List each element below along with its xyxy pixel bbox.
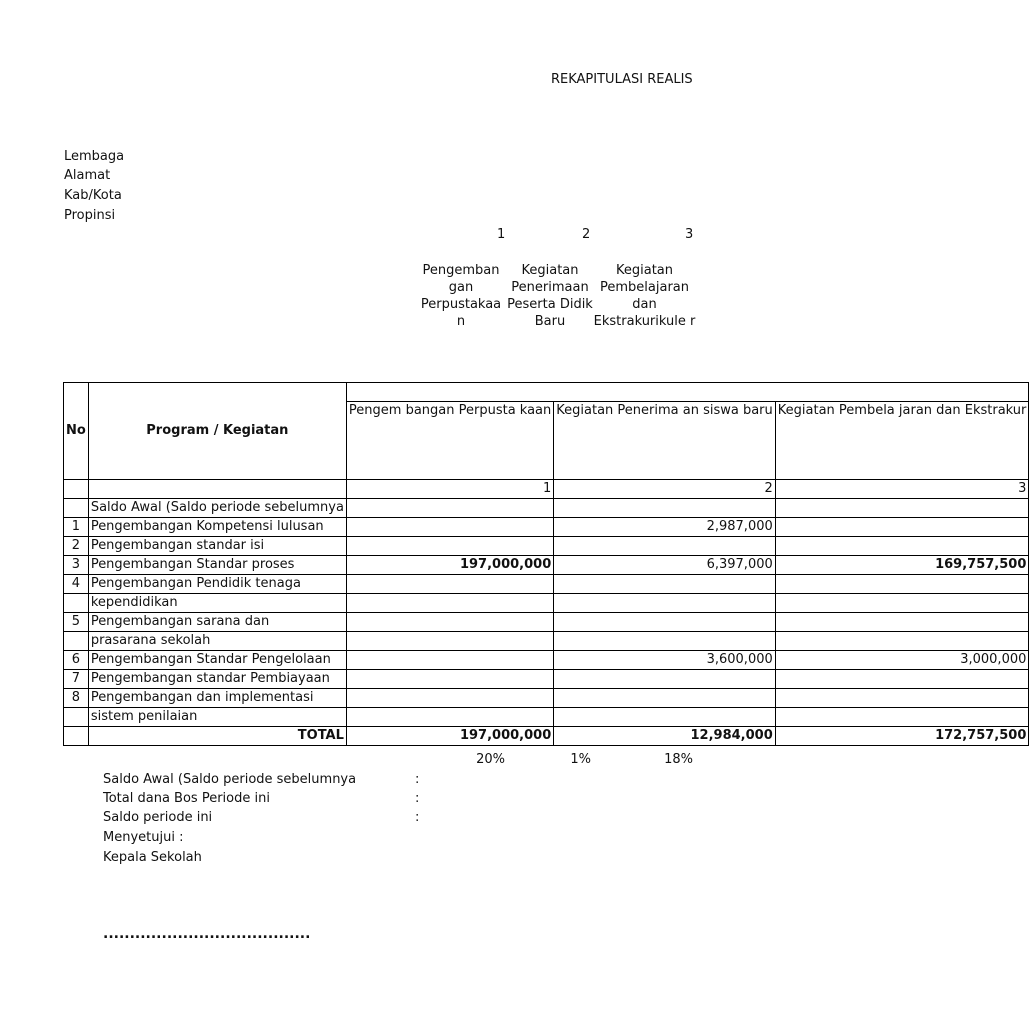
header-group-blank: [346, 383, 1028, 402]
column-number-1: 1: [497, 227, 506, 242]
row-value-1: [346, 613, 553, 632]
total-value-2: 12,984,000: [554, 727, 776, 746]
sub-number-blank: [88, 480, 346, 499]
row-label: Pengembangan standar Pembiayaan: [88, 670, 346, 689]
footer-colon-3: :: [415, 810, 420, 825]
table-row: [64, 556, 1029, 575]
row-label: Saldo Awal (Saldo periode sebelumnya: [88, 499, 346, 518]
row-value-1: [346, 594, 553, 613]
row-no: [64, 594, 89, 613]
table-row: [64, 537, 1029, 556]
sub-header-penerimaan: Kegiatan Penerima an siswa baru: [554, 402, 776, 480]
row-no: 2: [64, 537, 89, 556]
table-row: [64, 689, 1029, 708]
row-label: Pengembangan Standar proses: [88, 556, 346, 575]
row-no: [64, 499, 89, 518]
sub-header-pembelajaran: Kegiatan Pembela jaran dan Ekstrakur: [775, 402, 1029, 480]
realization-table: [63, 382, 1029, 746]
row-label: Pengembangan Pendidik tenaga: [88, 575, 346, 594]
row-label: prasarana sekolah: [88, 632, 346, 651]
row-value-3: 169,757,500: [775, 556, 1029, 575]
row-label: kependidikan: [88, 594, 346, 613]
table-row: [64, 499, 1029, 518]
row-value-2: [554, 537, 776, 556]
label-alamat: Alamat: [64, 168, 111, 183]
row-no: [64, 632, 89, 651]
total-value-1: 197,000,000: [346, 727, 553, 746]
table-row: [64, 594, 1029, 613]
row-label: Pengembangan Standar Pengelolaan: [88, 651, 346, 670]
table-row: [64, 518, 1029, 537]
row-value-1: [346, 632, 553, 651]
row-no: 3: [64, 556, 89, 575]
footer-saldo-awal: Saldo Awal (Saldo periode sebelumnya: [103, 772, 357, 787]
row-value-2: 2,987,000: [554, 518, 776, 537]
footer-total-dana: Total dana Bos Periode ini: [103, 791, 270, 806]
row-value-3: [775, 537, 1029, 556]
footer-kepala-sekolah: Kepala Sekolah: [103, 850, 202, 865]
footer-saldo-periode: Saldo periode ini: [103, 810, 213, 825]
total-label: TOTAL: [88, 727, 346, 746]
column-number-2: 2: [582, 227, 591, 242]
percent-3: 18%: [664, 752, 693, 767]
row-value-2: [554, 632, 776, 651]
column-header-penerimaan: Kegiatan Penerimaan Peserta Didik Baru: [507, 263, 593, 329]
sub-number-blank: [64, 480, 89, 499]
row-value-2: [554, 670, 776, 689]
footer-menyetujui: Menyetujui :: [103, 830, 184, 845]
row-label: Pengembangan Kompetensi lulusan: [88, 518, 346, 537]
sub-number-3: 3: [775, 480, 1029, 499]
row-value-3: [775, 594, 1029, 613]
row-no: 8: [64, 689, 89, 708]
signature-line: .......................................: [103, 926, 311, 942]
row-label: Pengembangan dan implementasi: [88, 689, 346, 708]
row-label: Pengembangan sarana dan: [88, 613, 346, 632]
table-row: [64, 613, 1029, 632]
row-value-3: [775, 518, 1029, 537]
row-value-1: [346, 518, 553, 537]
row-value-1: [346, 670, 553, 689]
row-no: 4: [64, 575, 89, 594]
footer-colon-1: :: [415, 772, 420, 787]
table-row: [64, 632, 1029, 651]
row-value-3: [775, 689, 1029, 708]
total-row: [64, 727, 1029, 746]
row-value-2: [554, 594, 776, 613]
footer-colon-2: :: [415, 791, 420, 806]
table-row: [64, 670, 1029, 689]
label-lembaga: Lembaga: [64, 149, 125, 164]
row-value-1: 197,000,000: [346, 556, 553, 575]
sub-header-perpustakaan: Pengem bangan Perpusta kaan: [346, 402, 553, 480]
row-value-2: 3,600,000: [554, 651, 776, 670]
row-value-2: [554, 689, 776, 708]
row-no: 1: [64, 518, 89, 537]
row-value-2: [554, 613, 776, 632]
total-no-blank: [64, 727, 89, 746]
row-value-2: [554, 708, 776, 727]
row-value-3: [775, 632, 1029, 651]
column-header-perpustakaan: Pengemban gan Perpustakaa n: [420, 263, 502, 329]
row-label: Pengembangan standar isi: [88, 537, 346, 556]
row-value-1: [346, 575, 553, 594]
header-no: No: [64, 383, 89, 480]
row-value-2: 6,397,000: [554, 556, 776, 575]
column-number-3: 3: [685, 227, 694, 242]
table-row: [64, 708, 1029, 727]
table-row: [64, 651, 1029, 670]
row-value-3: [775, 670, 1029, 689]
document-title: REKAPITULASI REALIS: [551, 72, 693, 87]
label-kab-kota: Kab/Kota: [64, 188, 122, 203]
row-no: 7: [64, 670, 89, 689]
total-value-3: 172,757,500: [775, 727, 1029, 746]
row-no: 6: [64, 651, 89, 670]
row-value-3: [775, 499, 1029, 518]
sub-number-1: 1: [346, 480, 553, 499]
sub-number-2: 2: [554, 480, 776, 499]
label-propinsi: Propinsi: [64, 208, 116, 223]
header-program: Program / Kegiatan: [88, 383, 346, 480]
row-value-2: [554, 499, 776, 518]
row-value-1: [346, 537, 553, 556]
row-value-2: [554, 575, 776, 594]
row-label: sistem penilaian: [88, 708, 346, 727]
row-value-3: [775, 708, 1029, 727]
row-value-3: 3,000,000: [775, 651, 1029, 670]
row-value-1: [346, 689, 553, 708]
percent-1: 20%: [476, 752, 505, 767]
row-no: 5: [64, 613, 89, 632]
row-value-3: [775, 575, 1029, 594]
row-no: [64, 708, 89, 727]
row-value-3: [775, 613, 1029, 632]
row-value-1: [346, 708, 553, 727]
row-value-1: [346, 651, 553, 670]
column-header-pembelajaran: Kegiatan Pembelajaran dan Ekstrakurikule r: [593, 263, 696, 329]
row-value-1: [346, 499, 553, 518]
table-row: [64, 575, 1029, 594]
percent-2: 1%: [570, 752, 591, 767]
